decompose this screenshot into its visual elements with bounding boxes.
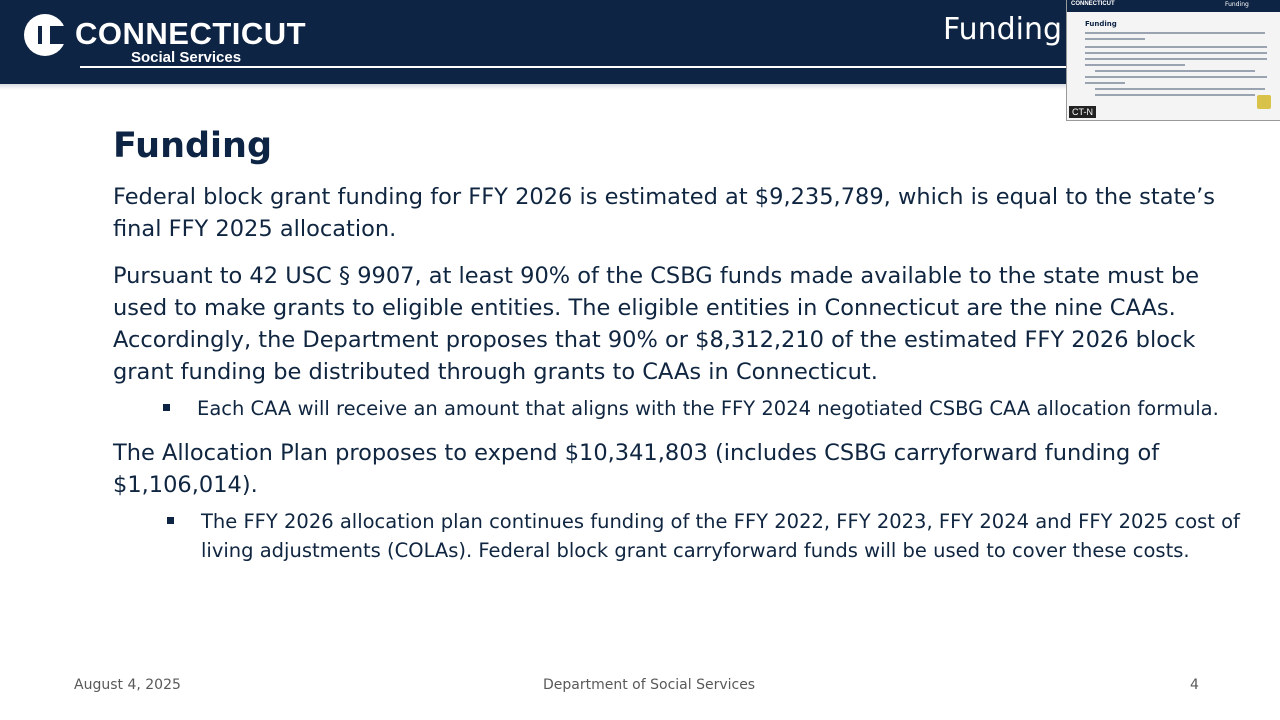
thumbnail-text-line [1085,52,1267,54]
ctn-tag: CT-N [1069,106,1096,118]
slide-heading: Funding [113,126,273,166]
page-number: 4 [1190,677,1199,693]
footer-date: August 4, 2025 [74,677,181,693]
thumbnail-text-line [1095,70,1255,72]
bullet-marker [163,404,170,411]
brand-subtitle: Social Services [131,49,242,66]
thumbnail-brand: CONNECTICUT [1071,1,1115,7]
bullet-marker [167,517,174,524]
header-underline [80,66,1070,68]
thumbnail-text-line [1085,76,1267,78]
thumbnail-text-line [1085,32,1265,34]
thumbnail-text-line [1085,58,1267,60]
bullet-allocation-formula: Each CAA will receive an amount that aligns with the FFY 2024 negotiated CSBG CAA allocation formula. [197,397,1219,420]
connecticut-logo-icon [24,14,66,56]
thumbnail-speaker-icon [1257,95,1271,109]
paragraph-allocation-plan: The Allocation Plan proposes to expend $10,341,803 (includes CSBG carryforward funding of $1,106,014). [113,440,1160,498]
footer-department: Department of Social Services [543,677,756,693]
video-thumbnail[interactable] [1066,0,1280,121]
header-title: Funding [943,12,1063,47]
paragraph-block-grant: Federal block grant funding for FFY 2026 is estimated at $9,235,789, which is equal to the state’s final FFY 2025 allocation. [113,184,1216,242]
thumbnail-heading: Funding [1085,20,1117,28]
thumbnail-text-line [1095,94,1255,96]
thumbnail-text-line [1085,38,1145,40]
bullet-cola: The FFY 2026 allocation plan continues funding of the FFY 2022, FFY 2023, FFY 2024 and FFY 2025 cost of living adjustments (COLAs). Federal block grant carryforward funds will be used to cover these costs. [201,510,1240,562]
brand-name: CONNECTICUT [75,16,307,51]
thumbnail-text-line [1085,64,1185,66]
thumbnail-text-line [1095,88,1265,90]
thumbnail-title: Funding [1225,1,1249,8]
paragraph-usc-requirement: Pursuant to 42 USC § 9907, at least 90% of the CSBG funds made available to the state must be used to make grants to eligible entities. The eligible entities in Connecticut are the nine CAAs. Accordingly, the Department proposes that 90% or $8,312,210 of the estimated FFY 2026 block grant funding be distributed through grants to CAAs in Connecticut. [113,263,1200,385]
thumbnail-text-line [1085,46,1267,48]
thumbnail-text-line [1085,82,1125,84]
